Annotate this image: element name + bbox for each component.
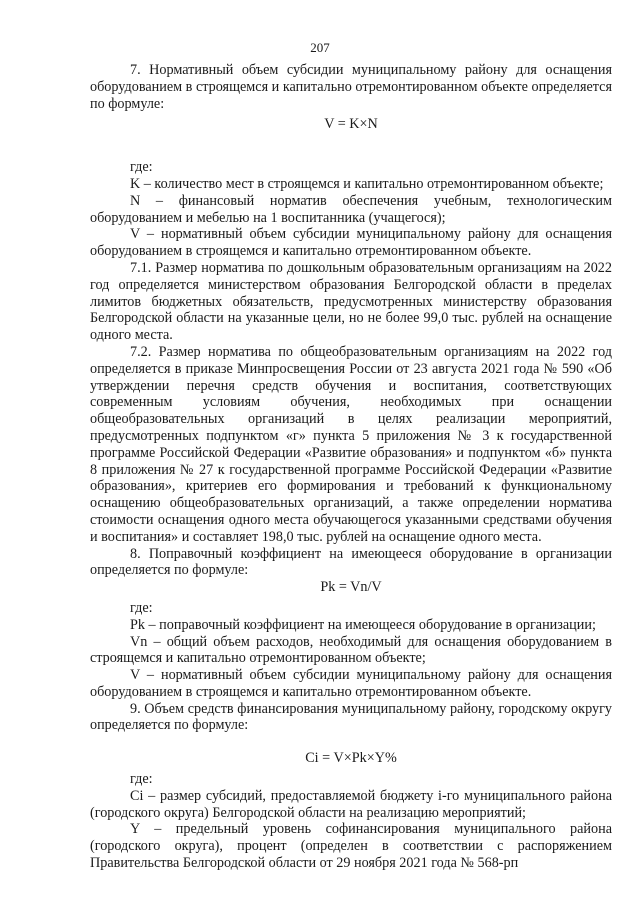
definition-v: V – нормативный объем субсидии муниципальному району для оснащения оборудованием в строящемся и капитально отремонтированном объекте. <box>90 226 612 260</box>
page-number: 207 <box>310 40 330 55</box>
section-8-intro: 8. Поправочный коэффициент на имеющееся оборудование в организации определяется по формуле: <box>90 545 612 579</box>
where-label: где: <box>130 771 153 788</box>
formula-ci: Ci = V×Pk×Y% <box>305 750 397 767</box>
definition-v: V – нормативный объем субсидии муниципальному району для оснащения оборудованием в строящемся и капитально отремонтированном объекте. <box>90 667 612 700</box>
document-body <box>90 62 612 872</box>
definition-k: K – количество мест в строящемся и капитально отремонтированном объекте; <box>130 175 604 192</box>
definition-ci: Ci – размер субсидий, предоставляемой бюджету i-го муниципального района (городского округа) Белгородской области на реализацию мероприятий; <box>90 787 612 821</box>
where-label: где: <box>130 159 153 176</box>
section-9-intro: 9. Объем средств финансирования муниципальному району, городскому округу определяется по формуле: <box>90 700 612 734</box>
definition-y: Y – предельный уровень софинансирования муниципального района (городского округа), процент (определен в соответствии с распоряжением Правительства Белгородской области от 29 ноября 2021 года № 568-рп <box>90 821 612 872</box>
formula-pk: Pk = Vn/V <box>320 579 382 596</box>
definition-vn: Vn – общий объем расходов, необходимый для оснащения оборудованием в строящемся и капитально отремонтированном объекте; <box>90 633 612 667</box>
formula-v: V = K×N <box>324 116 378 133</box>
where-label: где: <box>130 599 153 616</box>
section-7-1: 7.1. Размер норматива по дошкольным образовательным организациям на 2022 год определяется министерством образования Белгородской области в пределах лимитов бюджетных обязательств, предусмотренных министерству образования Белгородской области на указанные цели, но не более 99,0 тыс. рублей на оснащение одного места. <box>90 259 612 344</box>
definition-pk: Pk – поправочный коэффициент на имеющееся оборудование в организации; <box>130 616 596 633</box>
section-7-intro: 7. Нормативный объем субсидии муниципальному району для оснащения оборудованием в строящемся и капитально отремонтированном объекте определяется по формуле: <box>90 62 612 112</box>
section-7-2: 7.2. Размер норматива по общеобразовательным организациям на 2022 год определяется в приказе Минпросвещения России от 23 августа 2021 года № 590 «Об утверждении перечня средств обучения и воспитания, соответствующих современным условиям обучения, необходимых при оснащении общеобразовательных организаций в целях реализации мероприятий, предусмотренных подпунктом «г» пункта 5 приложения № 3 к государственной программе Российской Федерации «Развитие образования» и подпунктом «б» пункта 8 приложения № 27 к государственной программе Российской Федерации «Развитие образования», критериев его формирования и требований к функциональному оснащению общеобразовательных организаций, а также определении норматива стоимости оснащения одного места обучающегося указанными средствами обучения и воспитания» и составляет 198,0 тыс. рублей на оснащение одного места. <box>90 343 612 545</box>
definition-n: N – финансовый норматив обеспечения учебным, технологическим оборудованием и мебелью на 1 воспитанника (учащегося); <box>90 192 612 226</box>
